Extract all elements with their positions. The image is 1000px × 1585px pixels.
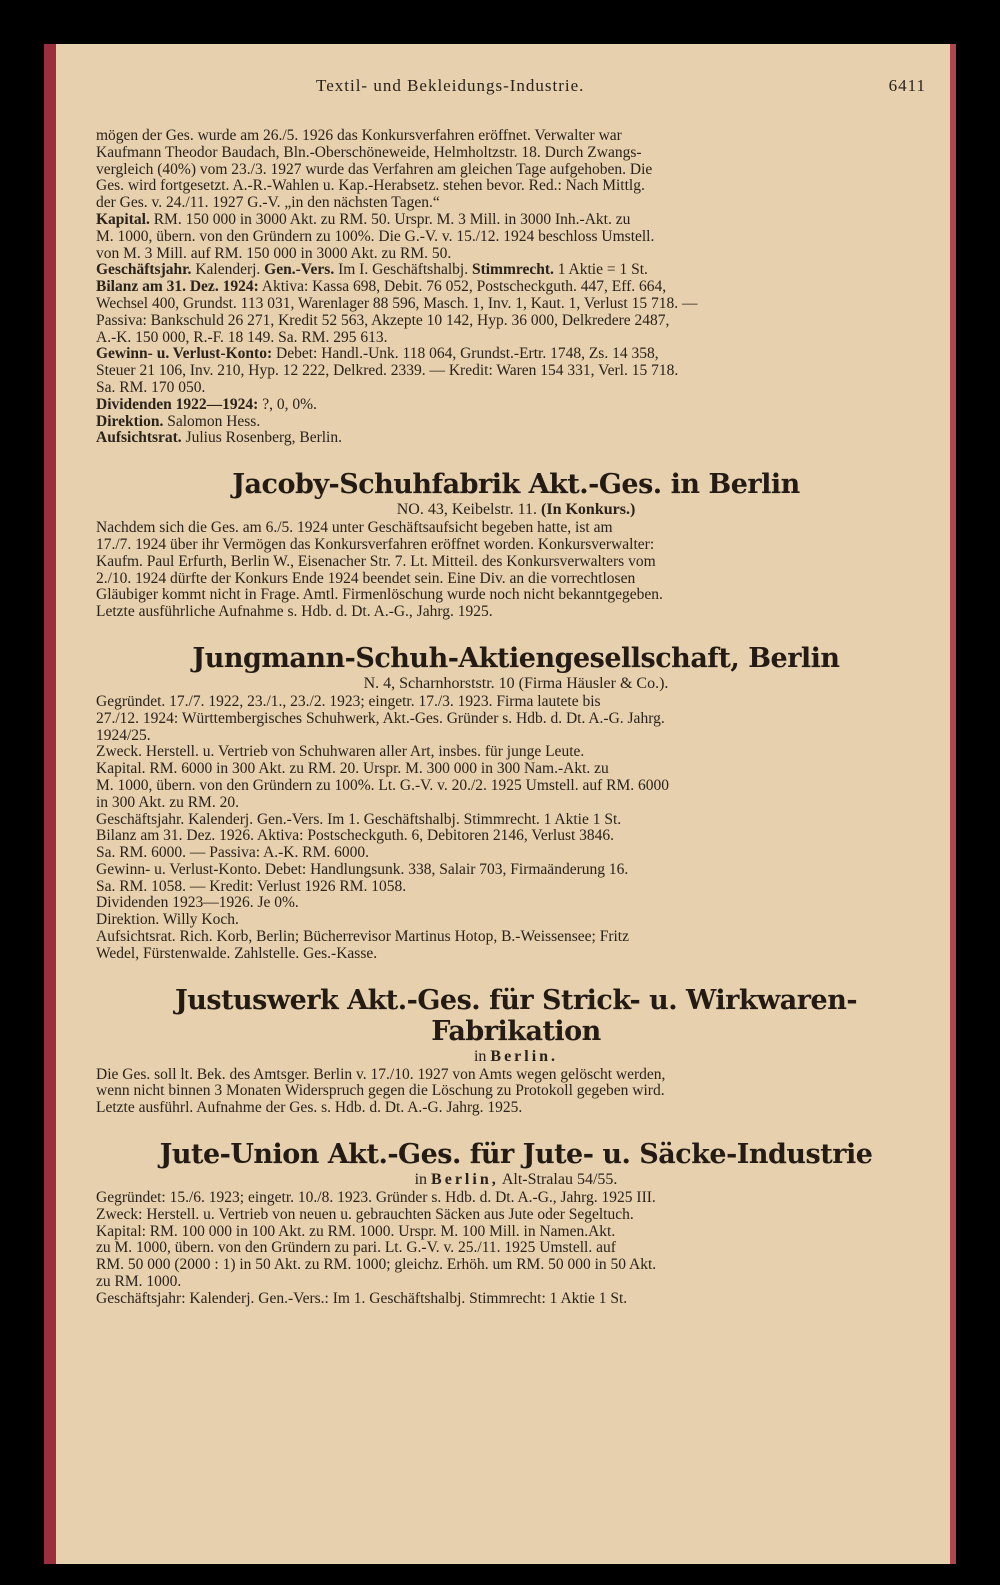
text-line: RM. 50 000 (2000 : 1) in 50 Akt. zu RM. 1000; gleichz. Erhöh. um RM. 50 000 in 50 Akt. bbox=[96, 1256, 657, 1274]
text-line: 17./7. 1924 über ihr Vermögen das Konkursverfahren eröffnet worden. Konkursverwalter: bbox=[96, 535, 655, 553]
text-line: M. 1000, übern. von den Gründern zu 100%. Die G.-V. v. 15./12. 1924 beschloss Umstell. bbox=[96, 227, 655, 245]
text-line: Bilanz am 31. Dez. 1926. Aktiva: Postscheckguth. 6, Debitoren 2146, Verlust 3846. bbox=[96, 827, 615, 845]
text-line: Die Ges. soll lt. Bek. des Amtsger. Berlin v. 17./10. 1927 von Amts wegen gelöscht werden, bbox=[96, 1065, 666, 1083]
continued-entry bbox=[96, 128, 936, 447]
text-line: in 300 Akt. zu RM. 20. bbox=[96, 793, 239, 811]
text-line: Gegründet: 15./6. 1923; eingetr. 10./8. 1923. Gründer s. Hdb. d. Dt. A.-G., Jahrg. 1925 III. bbox=[96, 1189, 656, 1207]
entry-location bbox=[96, 1047, 936, 1067]
text-line: von M. 3 Mill. auf RM. 150 000 in 3000 Akt. zu RM. 50. bbox=[96, 244, 452, 262]
dividenden-line bbox=[96, 397, 936, 414]
text-line: 1924/25. bbox=[96, 726, 151, 744]
direktion-line bbox=[96, 414, 936, 431]
text-line: Sa. RM. 170 050. bbox=[96, 378, 206, 396]
entry-jungmann bbox=[96, 643, 936, 963]
text-line: Sa. RM. 1058. — Kredit: Verlust 1926 RM. 1058. bbox=[96, 877, 407, 895]
text-line: M. 1000, übern. von den Gründern zu 100%. Lt. G.-V. v. 20./2. 1925 Umstell. auf RM. 6000 bbox=[96, 776, 670, 794]
text-line: Letzte ausführl. Aufnahme der Ges. s. Hdb. d. Dt. A.-G. Jahrg. 1925. bbox=[96, 1099, 523, 1117]
text-line: Gewinn- u. Verlust-Konto. Debet: Handlungsunk. 338, Salair 703, Firmaänderung 16. bbox=[96, 860, 629, 878]
entry-location bbox=[96, 1170, 936, 1190]
page-number: 6411 bbox=[888, 76, 926, 95]
text-line: Aufsichtsrat. Rich. Korb, Berlin; Bücherrevisor Martinus Hotop, B.-Weissensee; Fritz bbox=[96, 928, 629, 946]
bilanz-line bbox=[96, 279, 936, 296]
text-line: Gläubiger kommt nicht in Frage. Amtl. Firmenlöschung wurde noch nicht bekanntgegeben. bbox=[96, 586, 663, 604]
entry-heading: Jungmann-Schuh-Aktiengesellschaft, Berlin bbox=[192, 642, 840, 674]
bilanz-text: Aktiva: Kassa 698, Debit. 76 052, Postscheckguth. 447, Eff. 664, bbox=[261, 278, 667, 296]
text-line: Kaufm. Paul Erfurth, Berlin W., Eisenacher Str. 7. Lt. Mitteil. des Konkursverwalters vom bbox=[96, 552, 656, 570]
text-line: Passiva: Bankschuld 26 271, Kredit 52 563, Akzepte 10 142, Hyp. 36 000, Delkredere 2487, bbox=[96, 311, 670, 329]
direktion-text: Salomon Hess. bbox=[167, 412, 261, 430]
running-title: Textil- und Bekleidungs-Industrie. bbox=[316, 76, 585, 95]
text-line: Letzte ausführliche Aufnahme s. Hdb. d. Dt. A.-G., Jahrg. 1925. bbox=[96, 603, 493, 621]
kapital-text: RM. 150 000 in 3000 Akt. zu RM. 50. Urspr. M. 3 Mill. in 3000 Inh.-Akt. zu bbox=[153, 210, 631, 228]
text-line: Zweck. Herstell. u. Vertrieb von Schuhwaren aller Art, insbes. für junge Leute. bbox=[96, 743, 585, 761]
text-line: Kaufmann Theodor Baudach, Bln.-Oberschöneweide, Helmholtzstr. 18. Durch Zwangs- bbox=[96, 143, 642, 161]
aufsichtsrat-line bbox=[96, 430, 936, 447]
text-line: 2./10. 1924 dürfte der Konkurs Ende 1924 beendet sein. Eine Div. an die vorrechtlosen bbox=[96, 569, 636, 587]
kapital-line bbox=[96, 212, 936, 229]
page-content bbox=[96, 44, 936, 1308]
text-line: Gegründet. 17./7. 1922, 23./1., 23./2. 1923; eingetr. 17./3. 1923. Firma lautete bis bbox=[96, 692, 601, 710]
entry-justuswerk bbox=[96, 985, 936, 1117]
aufsichtsrat-text: Julius Rosenberg, Berlin. bbox=[185, 429, 342, 447]
genvers-label: Gen.-Vers. bbox=[264, 261, 335, 279]
entry-heading: Jute-Union Akt.-Ges. für Jute- u. Säcke-Industrie bbox=[159, 1139, 873, 1171]
dividenden-label: Dividenden 1922—1924: bbox=[96, 395, 259, 413]
text-line: Wedel, Fürstenwalde. Zahlstelle. Ges.-Kasse. bbox=[96, 944, 378, 962]
bilanz-label: Bilanz am 31. Dez. 1924: bbox=[96, 278, 259, 296]
text-line: Wechsel 400, Grundst. 113 031, Warenlager 88 596, Masch. 1, Inv. 1, Kaut. 1, Verlust 15 718. — bbox=[96, 294, 698, 312]
stimmrecht-label: Stimmrecht. bbox=[471, 261, 554, 279]
text-line: Geschäftsjahr: Kalenderj. Gen.-Vers.: Im 1. Geschäftshalbj. Stimmrecht: 1 Aktie 1 St. bbox=[96, 1289, 628, 1307]
text-line: vergleich (40%) vom 23./3. 1927 wurde das Verfahren am gleichen Tage aufgehoben. Die bbox=[96, 160, 653, 178]
text-line: zu M. 1000, übern. von den Gründern zu pari. Lt. G.-V. v. 25./11. 1925 Umstell. auf bbox=[96, 1239, 616, 1257]
geschaeftsjahr-text: Kalenderj. bbox=[195, 261, 261, 279]
text-line: 27./12. 1924: Württembergisches Schuhwerk, Akt.-Ges. Gründer s. Hdb. d. Dt. A.-G. Jahrg. bbox=[96, 709, 665, 727]
text-line: Steuer 21 106, Inv. 210, Hyp. 12 222, Delkred. 2339. — Kredit: Waren 154 331, Verl. 15 718. bbox=[96, 362, 679, 380]
entry-heading: Jacoby-Schuhfabrik Akt.-Ges. in Berlin bbox=[232, 469, 800, 501]
entry-address: N. 4, Scharnhorststr. 10 (Firma Häusler & Co.). bbox=[363, 674, 669, 692]
kapital-label: Kapital. bbox=[96, 210, 150, 228]
text-line: Sa. RM. 6000. — Passiva: A.-K. RM. 6000. bbox=[96, 844, 369, 862]
text-line: mögen der Ges. wurde am 26./5. 1926 das Konkursverfahren eröffnet. Verwalter war bbox=[96, 127, 622, 144]
text-line: Geschäftsjahr. Kalenderj. Gen.-Vers. Im 1. Geschäftshalbj. Stimmrecht. 1 Aktie 1 St. bbox=[96, 810, 622, 828]
stimmrecht-text: 1 Aktie = 1 St. bbox=[557, 261, 648, 279]
gewinn-line bbox=[96, 346, 936, 363]
book-page bbox=[44, 44, 956, 1564]
location-prefix: in bbox=[473, 1047, 487, 1065]
text-line: Direktion. Willy Koch. bbox=[96, 911, 239, 929]
text-line: Dividenden 1923—1926. Je 0%. bbox=[96, 894, 299, 912]
location-suffix: Alt-Stralau 54/55. bbox=[501, 1171, 618, 1189]
entry-heading: Justuswerk Akt.-Ges. für Strick- u. Wirkwaren-Fabrikation bbox=[174, 984, 858, 1047]
text-line: Kapital. RM. 6000 in 300 Akt. zu RM. 20. Urspr. M. 300 000 in 300 Nam.-Akt. zu bbox=[96, 760, 609, 778]
text-line: Ges. wird fortgesetzt. A.-R.-Wahlen u. Kap.-Herabsetz. stehen bevor. Red.: Nach Mittlg. bbox=[96, 177, 645, 195]
text-line: Kapital: RM. 100 000 in 100 Akt. zu RM. 1000. Urspr. M. 100 Mill. in Namen.Akt. bbox=[96, 1222, 616, 1240]
geschaeftsjahr-line bbox=[96, 262, 936, 279]
text-line: Nachdem sich die Ges. am 6./5. 1924 unter Geschäftsaufsicht begeben hatte, ist am bbox=[96, 519, 613, 537]
location-prefix: in bbox=[414, 1171, 428, 1189]
gewinn-label: Gewinn- u. Verlust-Konto: bbox=[96, 345, 273, 363]
entry-jacoby bbox=[96, 469, 936, 621]
location-city: Berlin, bbox=[431, 1171, 499, 1189]
text-line: A.-K. 150 000, R.-F. 18 149. Sa. RM. 295 613. bbox=[96, 328, 388, 346]
gewinn-text: Debet: Handl.-Unk. 118 064, Grundst.-Ertr. 1748, Zs. 14 358, bbox=[276, 345, 659, 363]
genvers-text: Im I. Geschäftshalbj. bbox=[338, 261, 469, 279]
location-city: Berlin. bbox=[490, 1047, 559, 1065]
status-text: (In Konkurs.) bbox=[541, 501, 636, 519]
entry-jute-union bbox=[96, 1139, 936, 1308]
text-line: zu RM. 1000. bbox=[96, 1273, 182, 1291]
dividenden-text: ?, 0, 0%. bbox=[262, 395, 317, 413]
running-header bbox=[96, 76, 936, 122]
geschaeftsjahr-label: Geschäftsjahr. bbox=[96, 261, 192, 279]
address-text: NO. 43, Keibelstr. 11. bbox=[396, 501, 538, 519]
direktion-label: Direktion. bbox=[96, 412, 164, 430]
text-line: Zweck: Herstell. u. Vertrieb von neuen u. gebrauchten Säcken aus Jute oder Segeltuch. bbox=[96, 1205, 634, 1223]
entry-address bbox=[96, 500, 936, 520]
aufsichtsrat-label: Aufsichtsrat. bbox=[96, 429, 182, 447]
text-line: wenn nicht binnen 3 Monaten Widerspruch gegen die Löschung zu Protokoll gegeben wird. bbox=[96, 1082, 665, 1100]
text-line: der Ges. v. 24./11. 1927 G.-V. „in den nächsten Tagen.“ bbox=[96, 194, 440, 212]
